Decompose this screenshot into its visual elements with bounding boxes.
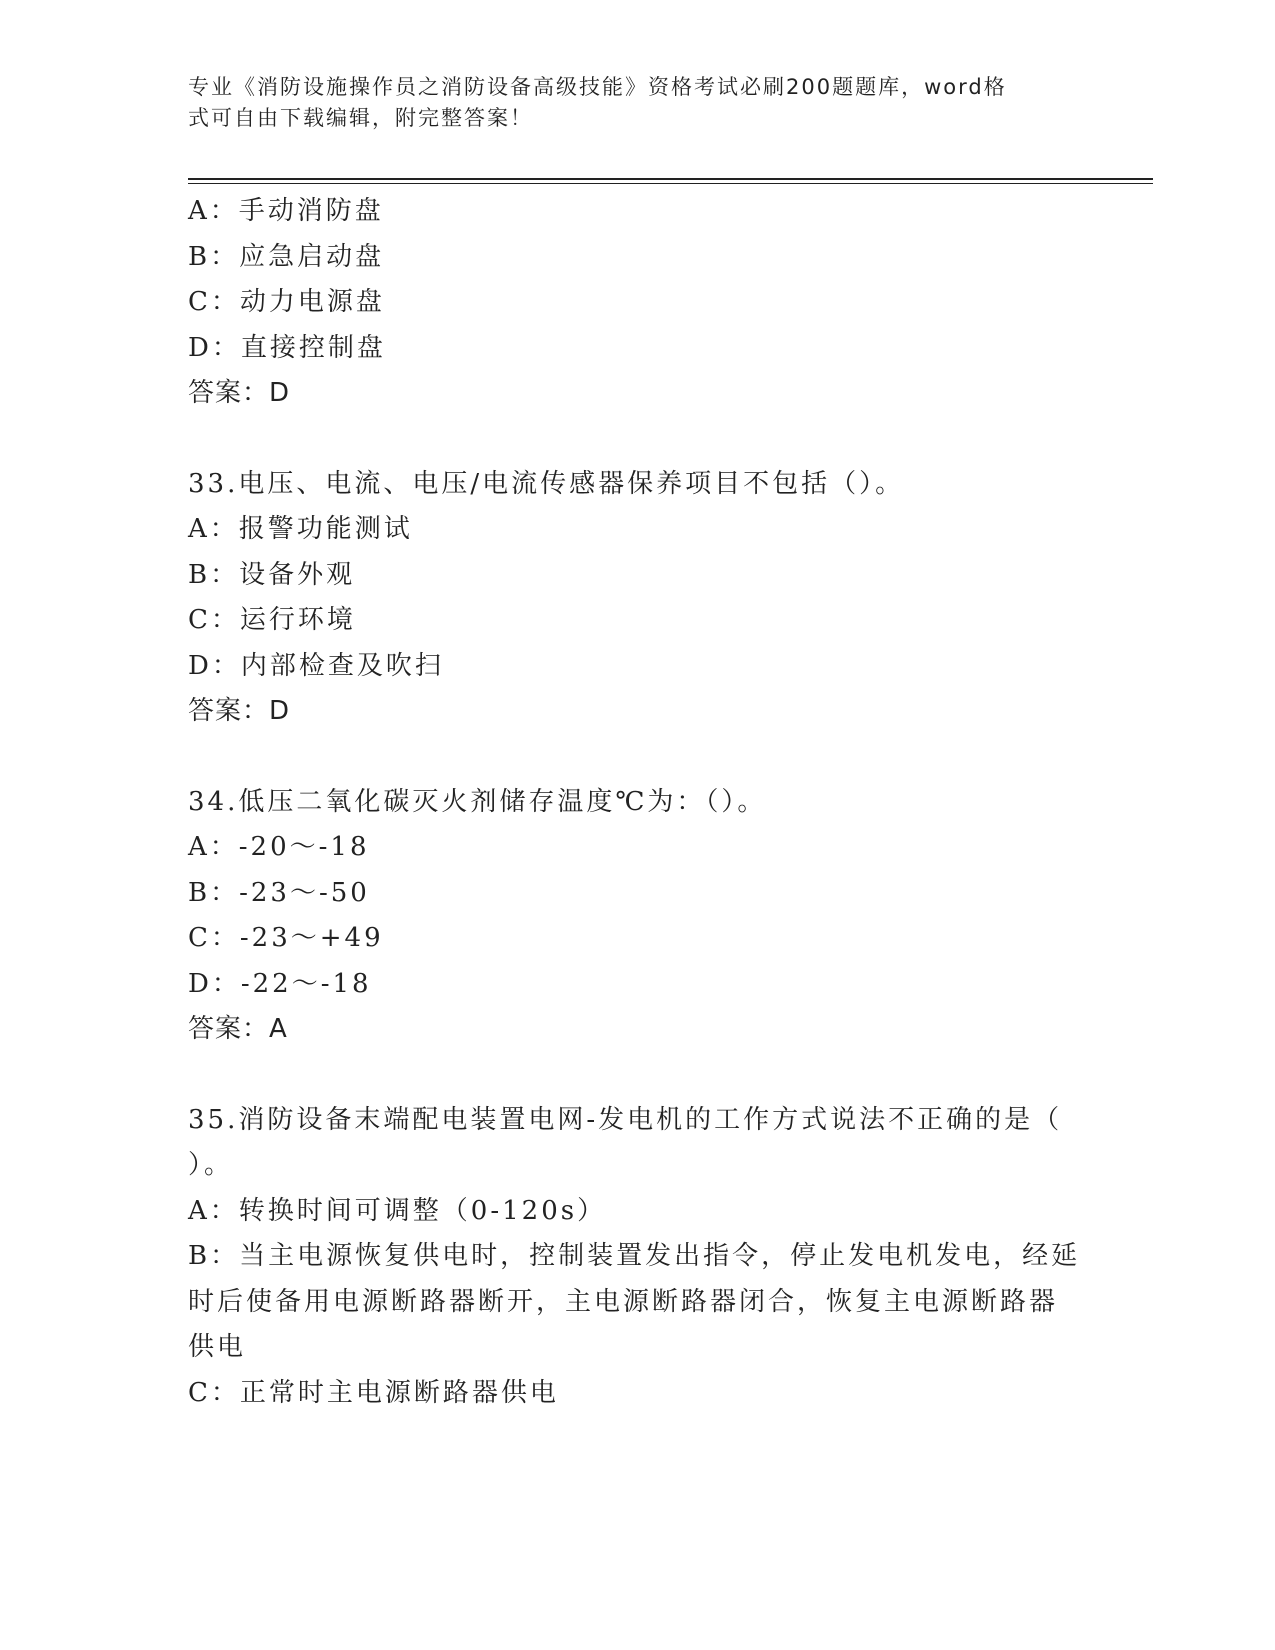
option-a: A：报警功能测试 <box>188 514 413 544</box>
question-35 <box>188 1098 1088 1417</box>
option-c: C：动力电源盘 <box>188 287 385 317</box>
option-b: B：-23～-50 <box>188 877 370 908</box>
option-d: D：-22～-18 <box>188 968 372 999</box>
option-b-line-1: B：当主电源恢复供电时，控制装置发出指令，停止发电机发电，经延 <box>188 1241 1081 1271</box>
answer: 答案：A <box>188 1014 288 1044</box>
question-stem-line-1: 35.消防设备末端配电装置电网-发电机的工作方式说法不正确的是（ <box>188 1104 1063 1135</box>
option-b-line-2: 时后使备用电源断路器断开，主电源断路器闭合，恢复主电源断路器 <box>188 1286 1059 1317</box>
answer: 答案：D <box>188 378 291 408</box>
document-header <box>188 72 1068 134</box>
option-c: C：运行环境 <box>188 605 356 635</box>
option-d: D：内部检查及吹扫 <box>188 650 444 681</box>
answer: 答案：D <box>188 696 291 726</box>
question-stem: 34.低压二氧化碳灭火剂储存温度℃为：（）。 <box>188 786 767 817</box>
option-b: B：应急启动盘 <box>188 241 385 272</box>
header-line-1: 专业《消防设施操作员之消防设备高级技能》资格考试必刷200题题库，word格 <box>188 75 1007 99</box>
question-stem-line-2: ）。 <box>188 1150 234 1180</box>
option-b: B：设备外观 <box>188 559 356 590</box>
option-c: C：-23～+49 <box>188 923 384 953</box>
question-34 <box>188 780 1088 1053</box>
header-divider-thin <box>188 183 1153 184</box>
option-d: D：直接控制盘 <box>188 332 386 363</box>
question-stem: 33.电压、电流、电压/电流传感器保养项目不包括（）。 <box>188 468 905 499</box>
header-divider-thick <box>188 178 1153 180</box>
option-a: A：-20～-18 <box>188 832 370 862</box>
option-a: A：转换时间可调整（0-120s） <box>188 1195 607 1226</box>
question-list <box>188 189 1088 1416</box>
question-32 <box>188 189 1088 417</box>
option-b-line-3: 供电 <box>188 1332 247 1362</box>
option-c: C：正常时主电源断路器供电 <box>188 1377 559 1408</box>
option-a: A：手动消防盘 <box>188 196 384 226</box>
question-33 <box>188 462 1088 735</box>
header-line-2: 式可自由下载编辑，附完整答案！ <box>188 106 533 130</box>
